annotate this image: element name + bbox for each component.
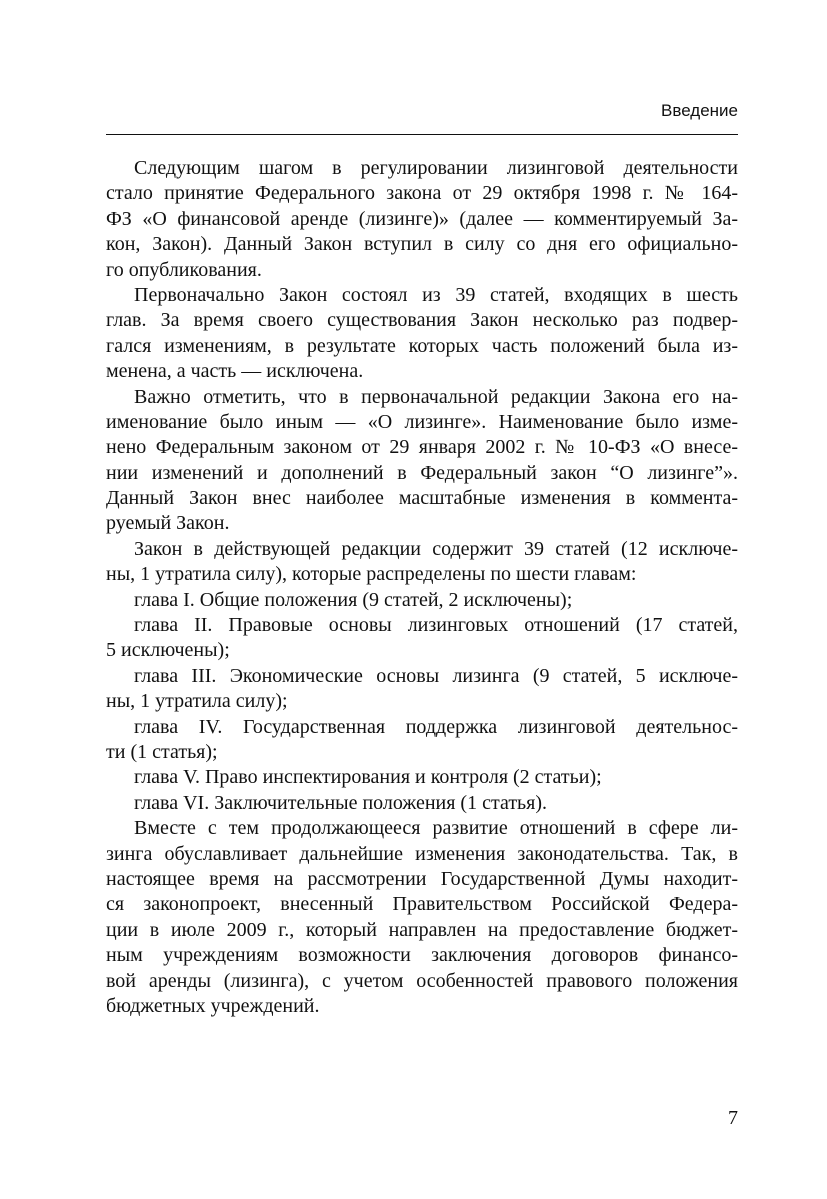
text-line: глав. За время своего существования Закон несколько раз подвер- xyxy=(106,309,738,332)
text-line: нии изменений и дополнений в Федеральный закон “О лизинге”». xyxy=(106,461,738,484)
text-line: стало принятие Федерального закона от 29 октября 1998 г. № 164- xyxy=(106,182,738,205)
header-rule-divider xyxy=(106,134,738,135)
text-line: ти (1 статья); xyxy=(106,740,218,763)
text-line: ны, 1 утратила силу), которые распределены по шести главам: xyxy=(106,563,637,586)
body-text-block xyxy=(106,156,738,1019)
text-line: кон, Закон). Данный Закон вступил в силу со дня его официально- xyxy=(106,233,738,256)
text-line: глава I. Общие положения (9 статей, 2 исключены); xyxy=(134,588,573,611)
text-line: глава II. Правовые основы лизинговых отношений (17 статей, xyxy=(134,614,738,637)
text-line: вой аренды (лизинга), с учетом особенностей правового положения xyxy=(106,969,738,992)
page-number: 7 xyxy=(728,1107,738,1129)
text-line: ся законопроект, внесенный Правительством Российской Федера- xyxy=(106,893,738,916)
text-line: ны, 1 утратила силу); xyxy=(106,690,288,713)
text-line: Важно отметить, что в первоначальной редакции Закона его на- xyxy=(134,385,738,408)
text-line: Первоначально Закон состоял из 39 статей, входящих в шесть xyxy=(134,283,738,306)
text-line: нено Федеральным законом от 29 января 2002 г. № 10-ФЗ «О внесе- xyxy=(106,436,738,459)
text-line: гался изменениям, в результате которых часть положений была из- xyxy=(106,334,738,357)
text-line: именование было иным — «О лизинге». Наименование было изме- xyxy=(106,410,738,433)
text-line: глава VI. Заключительные положения (1 статья). xyxy=(134,791,548,814)
text-line: настоящее время на рассмотрении Государственной Думы находит- xyxy=(106,867,738,890)
text-line: Данный Закон внес наиболее масштабные изменения в коммента- xyxy=(106,487,738,510)
text-line: 5 исключены); xyxy=(106,639,230,662)
text-line: зинга обуславливает дальнейшие изменения законодательства. Так, в xyxy=(106,842,738,865)
text-line: бюджетных учреждений. xyxy=(106,994,320,1017)
text-line: Следующим шагом в регулировании лизинговой деятельности xyxy=(134,157,738,179)
text-line: глава IV. Государственная поддержка лизинговой деятельнос- xyxy=(134,715,738,738)
text-line: глава III. Экономические основы лизинга (9 статей, 5 исключе- xyxy=(134,664,738,687)
text-line: го опубликования. xyxy=(106,258,262,281)
text-line: Вместе с тем продолжающееся развитие отношений в сфере ли- xyxy=(134,817,738,840)
text-line: руемый Закон. xyxy=(106,512,230,535)
text-line: менена, а часть — исключена. xyxy=(106,360,364,383)
text-line: ФЗ «О финансовой аренде (лизинге)» (далее — комментируемый За- xyxy=(106,207,738,230)
text-line: ным учреждениям возможности заключения договоров финансо- xyxy=(106,944,738,967)
running-header-title: Введение xyxy=(661,101,738,120)
text-line: ции в июле 2009 г., который направлен на предоставление бюджет- xyxy=(106,918,738,941)
text-line: глава V. Право инспектирования и контроля (2 статьи); xyxy=(134,766,602,789)
text-line: Закон в действующей редакции содержит 39 статей (12 исключе- xyxy=(134,537,738,560)
